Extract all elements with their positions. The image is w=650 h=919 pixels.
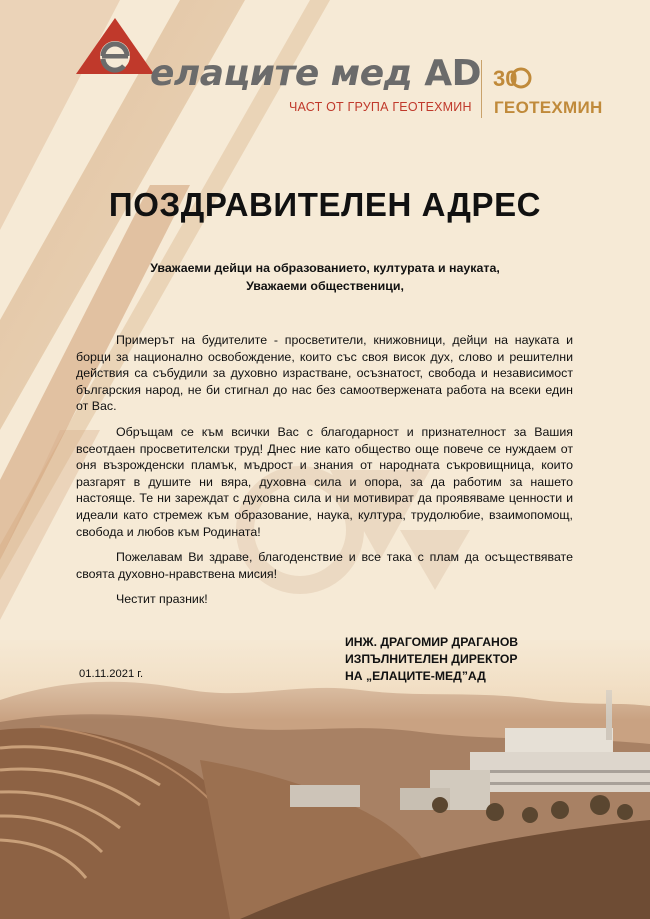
paragraph: Обръщам се към всички Вас с благодарност и признателност за Вашия всеотдаен просветителски труд! Днес ние като общество още повече се нуждаем от оня възрожденски пламък, мъдрост и знания от народната съкровищница, които разгарят в душите ни вяра, духовна сила и опора, за да работим за нашето настояще. Те ни зареждат с духовна сила и ни мотивират да проявяваме ценности и идеали като стремеж към образование, наука, култура, трудолюбие, взаимопомощ, свобода и любов към Родината! [76, 424, 573, 539]
paragraph: Примерът на будителите - просветители, книжовници, дейци на науката и борци за национално освобождение, които със своя висок дух, слово и решителни действия са събудили за духовно израстване, осъзнатост, свобода и независимост българския народ, не би стигнал до нас без самоотвержената работа на всеки един от Вас. [76, 333, 573, 414]
paragraph: Честит празник! [116, 592, 208, 607]
salutation-line: Уважаеми общественици, [246, 279, 404, 293]
letter-date: 01.11.2021 г. [79, 668, 144, 680]
logo-divider [481, 60, 482, 118]
company-logo [76, 18, 606, 117]
paragraph: Пожелавам Ви здраве, благоденствие и все така с плам да осъществявате своята духовно-нравствена мисия! [76, 550, 573, 581]
letter-body [76, 332, 573, 617]
page-title: ПОЗДРАВИТЕЛЕН АДРЕС [108, 186, 542, 223]
signatory-company: НА „ЕЛАЦИТЕ-МЕД”АД [345, 669, 486, 683]
company-name: елаците мед AD [150, 53, 482, 94]
signatory-name: ИНЖ. ДРАГОМИР ДРАГАНОВ [345, 635, 519, 649]
salutation [0, 259, 650, 295]
company-subtitle: ЧАСТ ОТ ГРУПА ГЕОТЕХМИН [289, 100, 472, 114]
elatsite-logo-icon [76, 18, 154, 80]
anniversary-number: 30 [493, 66, 518, 91]
geotechmin-30-icon [492, 62, 532, 92]
salutation-line: Уважаеми дейци на образованието, културата и науката, [150, 261, 500, 275]
signatory-position: ИЗПЪЛНИТЕЛЕН ДИРЕКТОР [345, 652, 518, 666]
signature-block [345, 634, 518, 685]
group-name: ГЕОТЕХМИН [494, 98, 603, 117]
